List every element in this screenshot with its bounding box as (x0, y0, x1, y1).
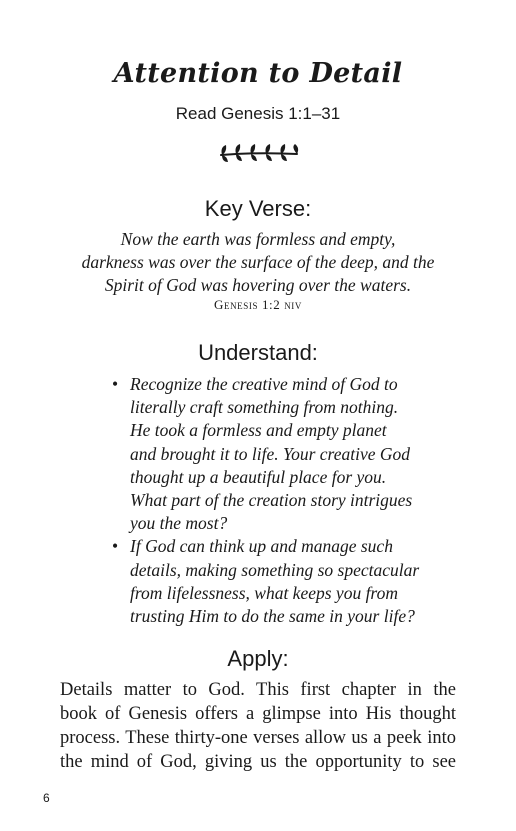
bullet-line: and brought it to life. Your creative God (130, 443, 410, 464)
list-item (112, 373, 452, 535)
bullet-line: thought up a beautiful place for you. (130, 466, 387, 487)
understand-heading: Understand: (198, 340, 318, 365)
key-verse-heading: Key Verse: (204, 196, 312, 221)
verse-line: Spirit of God was hovering over the waters. (104, 275, 412, 295)
paragraph-line: process. These thirty-one verses allow us a peek into (60, 728, 456, 748)
bullet-line: from lifelessness, what keeps you from (130, 582, 398, 603)
page-number: 6 (43, 791, 50, 805)
bullet-line: Recognize the creative mind of God to (130, 374, 398, 394)
verse-line: Now the earth was formless and empty, (120, 229, 396, 249)
leaf-vine-icon (218, 142, 300, 164)
page-title: Attention to Detail (113, 58, 403, 89)
paragraph-line: book of Genesis offers a glimpse into His thought (60, 704, 456, 724)
bullet-line: literally craft something from nothing. (130, 397, 399, 418)
bullet-line: If God can think up and manage such (130, 536, 393, 557)
bullet-line: details, making something so spectacular (130, 559, 420, 580)
paragraph-line: the mind of God, giving us the opportunity to see (60, 752, 456, 772)
reading-assignment: Read Genesis 1:1–31 (175, 104, 341, 123)
apply-paragraph (60, 678, 456, 774)
bullet-line: What part of the creation story intrigues (130, 490, 413, 511)
paragraph-line: Details matter to God. This first chapter in the (60, 680, 456, 700)
understand-list (112, 373, 452, 628)
bullet-line: trusting Him to do the same in your life? (130, 606, 415, 627)
verse-reference: Genesis 1:2 niv (214, 297, 302, 312)
bullet-marker: • (112, 374, 119, 394)
bullet-line: He took a formless and empty planet (130, 420, 387, 441)
bullet-marker: • (112, 536, 119, 557)
list-item (112, 535, 452, 628)
verse-line: darkness was over the surface of the deep, and the (81, 252, 435, 272)
apply-heading: Apply: (227, 646, 289, 671)
key-verse-text (60, 228, 456, 297)
bullet-line: you the most? (130, 513, 228, 534)
